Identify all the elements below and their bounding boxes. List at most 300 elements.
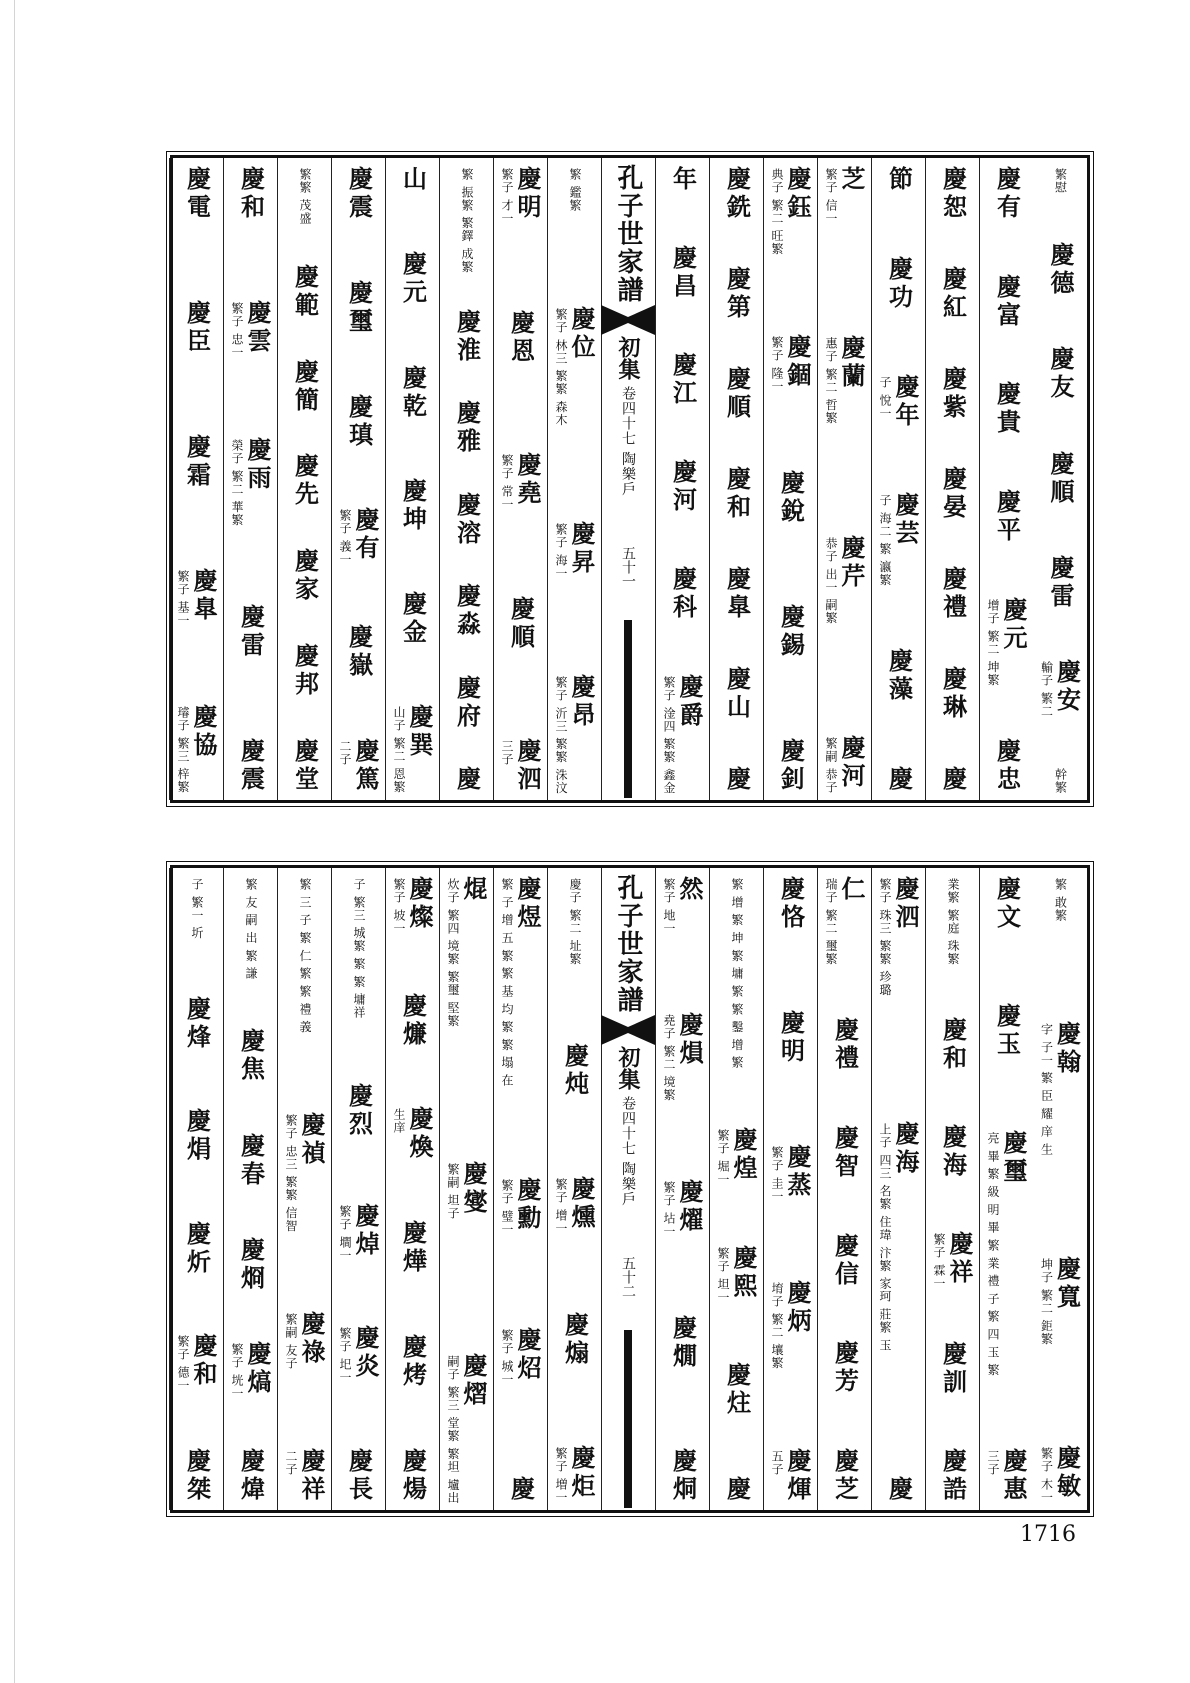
column-entries (710, 876, 763, 1504)
person-name: 慶邦 (290, 643, 320, 700)
genealogy-column (331, 158, 385, 800)
spine-rule (624, 620, 632, 798)
name-entry (730, 876, 743, 1069)
name-entry (723, 766, 751, 794)
name-entry (500, 452, 541, 511)
person-name: 慶炖 (560, 1042, 590, 1099)
person-name: 慶長 (344, 1447, 374, 1504)
name-entry (939, 1341, 967, 1397)
spine-subtitle: 卷四十七 陶樂戶 (620, 386, 636, 497)
genealogy-column (169, 158, 223, 800)
name-entry (1054, 166, 1067, 194)
name-entry (500, 1177, 541, 1236)
person-name: 慶友 (1046, 346, 1075, 403)
genealogy-column (1033, 868, 1087, 1510)
lineage-annotation: 二子 (338, 739, 352, 766)
lineage-annotation: 繁子 信一 (824, 168, 838, 225)
person-name: 慶金 (398, 591, 428, 648)
person-name: 慶電 (182, 166, 212, 222)
person-name: 慶府 (452, 674, 482, 731)
person-name: 慶泗 (891, 876, 920, 932)
name-entry (723, 1476, 751, 1504)
lineage-annotation: 繁子 常一 (500, 453, 514, 511)
name-entry (345, 1448, 373, 1504)
person-name: 慶功 (884, 255, 914, 312)
person-name: 慶燗 (668, 1314, 698, 1371)
name-entry (338, 1203, 379, 1262)
person-name: 慶禮 (830, 1017, 860, 1074)
person-name: 慶燁 (398, 1220, 428, 1277)
name-entry (723, 466, 751, 522)
person-name: 慶敏 (1052, 1445, 1082, 1502)
name-entry (831, 1448, 859, 1504)
genealogy-column (385, 158, 439, 800)
person-name: 慶銳 (776, 470, 806, 527)
person-name: 慶祥 (945, 1230, 974, 1287)
lineage-annotation: 榮子 繁二 華繁 (230, 438, 244, 527)
name-entry (939, 766, 967, 794)
person-name: 慶震 (236, 737, 266, 794)
person-name: 慶山 (722, 666, 752, 722)
person-name: 慶先 (290, 453, 320, 510)
name-entry (338, 738, 379, 794)
lineage-annotation: 繁 增 繁 坤 繁 墉 繁 繁 鑿 增 繁 (730, 878, 744, 1070)
genealogy-column (817, 868, 871, 1510)
lineage-annotation: 幹繁 (1053, 767, 1068, 794)
person-name: 慶霜 (182, 433, 212, 490)
name-entry (446, 876, 487, 1027)
genealogy-column (439, 158, 493, 800)
lineage-annotation: 繁子 地一 (662, 878, 676, 935)
lineage-annotation: 五子 (770, 1449, 784, 1476)
name-entry (939, 266, 967, 322)
lineage-annotation: 繁 敢繁 (1053, 878, 1068, 922)
lineage-annotation: 繁子 沂三 繁繁 洙汶 (554, 675, 568, 794)
genealogy-panel-top (170, 155, 1090, 803)
name-entry (824, 876, 865, 966)
name-entry (770, 334, 811, 393)
column-entries (548, 166, 601, 794)
person-name: 慶家 (290, 548, 320, 605)
person-name: 慶 (722, 766, 752, 794)
person-name: 慶璽 (344, 279, 374, 336)
name-entry (453, 675, 481, 731)
person-name: 慶芸 (891, 491, 920, 548)
person-name: 慶煽 (560, 1311, 590, 1368)
person-name: 慶 (884, 1476, 914, 1504)
name-entry (1046, 555, 1074, 611)
lineage-annotation: 字 子一 繁 臣 耀 庠 生 (1039, 1023, 1054, 1157)
person-name: 慶藻 (884, 648, 914, 705)
lineage-annotation: 繁子 城一 (500, 1328, 514, 1386)
person-name: 慶德 (1046, 242, 1075, 299)
lineage-annotation: 繁慰 (1053, 168, 1068, 194)
name-entry (507, 596, 535, 652)
person-name: 慶明 (776, 1009, 806, 1066)
lineage-annotation: 子 悅一 (878, 375, 892, 420)
name-entry (939, 1017, 967, 1073)
person-name: 年 (668, 166, 698, 194)
name-entry (716, 1127, 757, 1186)
name-entry (176, 568, 217, 627)
name-entry (352, 876, 365, 1019)
lineage-annotation: 繁子 忠一 (230, 301, 244, 359)
column-entries (926, 876, 979, 1504)
name-entry (885, 256, 913, 312)
person-name: 慶焦 (236, 1028, 266, 1085)
fish-tail-marker-icon (601, 1015, 655, 1045)
person-name: 慶 (452, 765, 482, 794)
column-entries (764, 876, 817, 1504)
person-name: 慶震 (344, 166, 374, 222)
name-entry (237, 1133, 265, 1189)
column-entries (818, 166, 871, 794)
name-entry (446, 1161, 487, 1220)
name-entry (669, 1448, 697, 1504)
lineage-annotation: 嗣子 繁三 堂繁 繁坦 壚出 (446, 1354, 460, 1504)
lineage-annotation: 繁子 德一 (176, 1334, 190, 1392)
genealogy-column (223, 868, 277, 1510)
name-entry (885, 1476, 913, 1504)
lineage-annotation: 堯子 繁二 境繁 (662, 1014, 676, 1102)
column-entries (332, 166, 385, 794)
person-name: 慶範 (290, 263, 320, 320)
column-entries (386, 876, 439, 1504)
name-entry (190, 876, 203, 940)
person-name: 慶 (884, 765, 914, 794)
person-name: 慶和 (236, 166, 266, 222)
column-entries (494, 166, 547, 794)
name-entry (770, 166, 811, 256)
person-name: 慶燫 (398, 992, 428, 1049)
name-entry (399, 1334, 427, 1390)
person-name: 慶雷 (236, 604, 266, 661)
name-entry (777, 604, 805, 660)
person-name: 慶和 (722, 466, 752, 522)
name-entry (939, 566, 967, 622)
name-entry (770, 1144, 811, 1203)
lineage-annotation: 璿子 繁三 梓繁 (176, 706, 190, 794)
column-entries (332, 876, 385, 1504)
person-name: 慶晏 (938, 466, 968, 522)
person-name: 慶炎 (351, 1325, 380, 1382)
name-entry (399, 993, 427, 1049)
name-entry (399, 1448, 427, 1504)
person-name: 慶平 (992, 489, 1022, 546)
lineage-annotation: 輸子 繁二 (1039, 660, 1054, 718)
person-name: 慶焯 (351, 1202, 380, 1259)
person-name: 慶河 (668, 459, 698, 516)
name-entry (453, 309, 481, 365)
name-entry (993, 274, 1021, 330)
name-entry (777, 738, 805, 794)
genealogy-column (871, 158, 925, 800)
name-entry (1040, 1445, 1081, 1504)
lineage-annotation: 生庠 (392, 1108, 406, 1135)
person-name: 慶銑 (722, 166, 752, 222)
name-entry (1046, 346, 1074, 402)
column-entries (278, 876, 331, 1504)
spine-page-label: 五十一 (620, 546, 636, 588)
name-entry (993, 489, 1021, 545)
name-entry (291, 548, 319, 604)
name-entry (291, 359, 319, 415)
name-entry (831, 1017, 859, 1073)
column-entries (656, 166, 709, 794)
person-name: 慶 (938, 766, 968, 794)
genealogy-column (979, 158, 1033, 800)
lineage-annotation: 瑞子 繁二 璽繁 (824, 878, 838, 966)
name-entry (946, 876, 959, 966)
name-entry (939, 166, 967, 222)
name-entry (244, 876, 257, 980)
lineage-annotation: 子 海二 繁 瀛繁 (878, 493, 892, 587)
person-name: 慶燦 (405, 876, 434, 932)
name-entry (230, 1341, 271, 1400)
name-entry (399, 478, 427, 534)
name-entry (831, 1340, 859, 1396)
name-entry (993, 166, 1021, 222)
person-name: 慶淮 (452, 308, 482, 365)
name-entry (993, 738, 1021, 794)
lineage-annotation: 繁子 璧一 (500, 1179, 514, 1237)
name-entry (291, 643, 319, 699)
lineage-annotation: 繁子 義一 (338, 509, 352, 567)
name-entry (662, 1179, 703, 1238)
name-entry (669, 1315, 697, 1371)
scan-edge-line (14, 0, 15, 1683)
lineage-annotation: 繁子 増一 (554, 1447, 568, 1504)
name-entry (993, 1003, 1021, 1059)
person-name: 芝 (837, 166, 866, 194)
name-entry (669, 166, 697, 194)
lineage-annotation: 繁子 墹一 (338, 1204, 352, 1262)
name-entry (986, 597, 1027, 687)
genealogy-column (169, 868, 223, 1510)
name-entry (453, 400, 481, 456)
name-entry (230, 437, 271, 527)
lineage-annotation: 繁嗣 恭子 (824, 737, 838, 794)
person-name: 焜 (459, 876, 488, 904)
name-entry (878, 492, 919, 586)
lineage-annotation: 繁 三 子 繁 仁 繁 繁 禮 義 (298, 878, 312, 1034)
name-entry (284, 1112, 325, 1232)
person-name: 慶烱 (236, 1236, 266, 1293)
name-entry (399, 166, 427, 194)
lineage-annotation: 恭子 出一 嗣繁 (824, 537, 838, 625)
person-name: 慶元 (398, 251, 428, 308)
name-entry (824, 166, 865, 225)
name-entry (338, 1325, 379, 1384)
person-name: 慶訓 (938, 1340, 968, 1397)
name-entry (399, 251, 427, 307)
lineage-annotation: 二子 (284, 1449, 298, 1476)
person-name: 慶烤 (398, 1334, 428, 1391)
column-entries (278, 166, 331, 794)
name-entry (176, 1333, 217, 1392)
genealogy-column (547, 868, 601, 1510)
person-name: 慶熙 (729, 1244, 758, 1301)
spine-subtitle: 卷四十七 陶樂戶 (620, 1096, 636, 1207)
name-entry (662, 876, 703, 935)
name-entry (1054, 766, 1067, 794)
person-name: 慶雷 (1046, 554, 1075, 611)
name-entry (939, 1124, 967, 1180)
lineage-annotation: 子 繁三 城繁 繁 繁 墉祥 (352, 878, 366, 1020)
person-name: 慶昌 (668, 245, 698, 302)
person-name: 慶元 (999, 596, 1028, 653)
name-entry (237, 166, 265, 222)
person-name: 慶年 (891, 373, 920, 430)
lineage-annotation: 繁 友 嗣 出 繁 謙 (244, 878, 258, 981)
person-name: 慶釗 (776, 737, 806, 794)
name-entry (237, 1448, 265, 1504)
person-name: 慶乾 (398, 364, 428, 421)
person-name: 慶炷 (722, 1361, 752, 1418)
name-entry (298, 166, 311, 225)
person-name: 慶芹 (837, 535, 866, 592)
name-entry (345, 166, 373, 222)
name-entry (446, 1353, 487, 1504)
name-entry (1046, 242, 1074, 298)
spine-rule (624, 1330, 632, 1508)
column-entries (818, 876, 871, 1504)
person-name: 慶坤 (398, 477, 428, 534)
name-entry (345, 624, 373, 680)
name-entry (554, 521, 595, 580)
person-name: 慶恪 (776, 876, 806, 932)
lineage-annotation: 業繁 繁庭 珠繁 (946, 878, 960, 966)
spine-page-label: 五十二 (620, 1256, 636, 1298)
spine-volume: 初集 (615, 1046, 641, 1090)
person-name: 慶紫 (938, 366, 968, 422)
person-name: 慶祥 (297, 1447, 326, 1504)
person-name: 慶巽 (405, 704, 434, 761)
column-entries (224, 166, 277, 794)
name-entry (554, 1445, 595, 1504)
person-name: 慶科 (668, 566, 698, 623)
name-entry (176, 704, 217, 794)
person-name: 慶順 (722, 366, 752, 422)
genealogy-column (925, 158, 979, 800)
name-entry (878, 876, 919, 996)
column-entries (386, 166, 439, 794)
person-name: 慶芳 (830, 1340, 860, 1397)
person-name: 慶翰 (1052, 1021, 1082, 1078)
lineage-annotation: 三子 (500, 739, 514, 766)
name-entry (723, 666, 751, 722)
column-entries (926, 166, 979, 794)
name-entry (993, 381, 1021, 437)
person-name: 慶臯 (189, 567, 218, 624)
column-entries (710, 166, 763, 794)
column-entries (1033, 876, 1087, 1504)
person-name: 慶和 (189, 1332, 218, 1389)
name-entry (568, 166, 581, 212)
name-entry (939, 366, 967, 422)
person-name: 慶和 (938, 1016, 968, 1073)
name-entry (561, 1043, 589, 1099)
person-name: 慶燻 (567, 1175, 596, 1232)
name-entry (183, 996, 211, 1052)
person-name: 慶江 (668, 352, 698, 409)
person-name: 慶信 (830, 1232, 860, 1289)
genealogy-column (1033, 158, 1087, 800)
lineage-annotation: 繁嗣 友子 (284, 1312, 298, 1370)
person-name: 慶烽 (182, 995, 212, 1052)
person-name: 慶烔 (668, 1447, 698, 1504)
lineage-annotation: 典子 繁二 旺繁 (770, 168, 784, 256)
lineage-annotation: 繁繁 茂盛 (298, 168, 312, 225)
name-entry (770, 1448, 811, 1504)
spine-title: 孔子世家譜 (613, 874, 643, 1014)
person-name: 慶誥 (938, 1447, 968, 1504)
lineage-annotation: 繁子 珠三 繁繁 珍璐 (878, 878, 892, 997)
person-name: 慶桀 (182, 1447, 212, 1504)
name-entry (183, 166, 211, 222)
name-entry (507, 310, 535, 366)
person-name: 慶烈 (344, 1082, 374, 1139)
name-entry (392, 704, 433, 794)
person-name: 慶禎 (297, 1111, 326, 1168)
person-name: 慶紅 (938, 266, 968, 322)
person-name: 仁 (837, 876, 866, 904)
lineage-annotation: 繁子 林三 繁繁 森木 (554, 307, 568, 427)
person-name: 慶煜 (513, 876, 542, 932)
genealogy-column (655, 868, 709, 1510)
genealogy-panel-bottom (170, 865, 1090, 1513)
lineage-annotation: 繁子 霖一 (932, 1232, 946, 1290)
genealogy-column (493, 158, 547, 800)
lineage-annotation: 繁子 增一 (554, 1177, 568, 1235)
name-entry (878, 1121, 919, 1352)
spine-strip (601, 868, 655, 1510)
person-name: 慶玉 (992, 1003, 1022, 1060)
person-name: 慶位 (567, 305, 596, 362)
person-name: 慶有 (992, 166, 1022, 222)
person-name: 慶錮 (783, 333, 812, 390)
name-entry (669, 459, 697, 515)
person-name: 慶雲 (243, 299, 272, 356)
person-name: 慶雨 (243, 436, 272, 493)
person-name: 慶忠 (992, 738, 1022, 794)
person-name: 慶焆 (182, 1108, 212, 1165)
name-entry (824, 735, 865, 794)
name-entry (777, 1010, 805, 1066)
name-entry (878, 374, 919, 430)
column-entries (440, 876, 493, 1504)
name-entry (345, 1083, 373, 1139)
name-entry (291, 264, 319, 320)
person-name: 慶 (722, 1476, 752, 1504)
person-name: 慶臣 (182, 299, 212, 356)
name-entry (230, 300, 271, 359)
name-entry (291, 453, 319, 509)
person-name: 慶順 (1046, 450, 1075, 507)
name-entry (284, 1311, 325, 1370)
name-entry (500, 876, 541, 1087)
genealogy-column (709, 158, 763, 800)
column-entries (494, 876, 547, 1504)
lineage-annotation: 子 繁一 圻 (190, 878, 204, 940)
column-entries (656, 876, 709, 1504)
name-entry (831, 1233, 859, 1289)
lineage-annotation: 繁 子 增 五 繁 繁 基 均 繁 繁 塌 在 (500, 878, 514, 1087)
name-entry (453, 492, 481, 548)
genealogy-column (763, 868, 817, 1510)
person-name: 慶溶 (452, 491, 482, 548)
name-entry (392, 1106, 433, 1162)
